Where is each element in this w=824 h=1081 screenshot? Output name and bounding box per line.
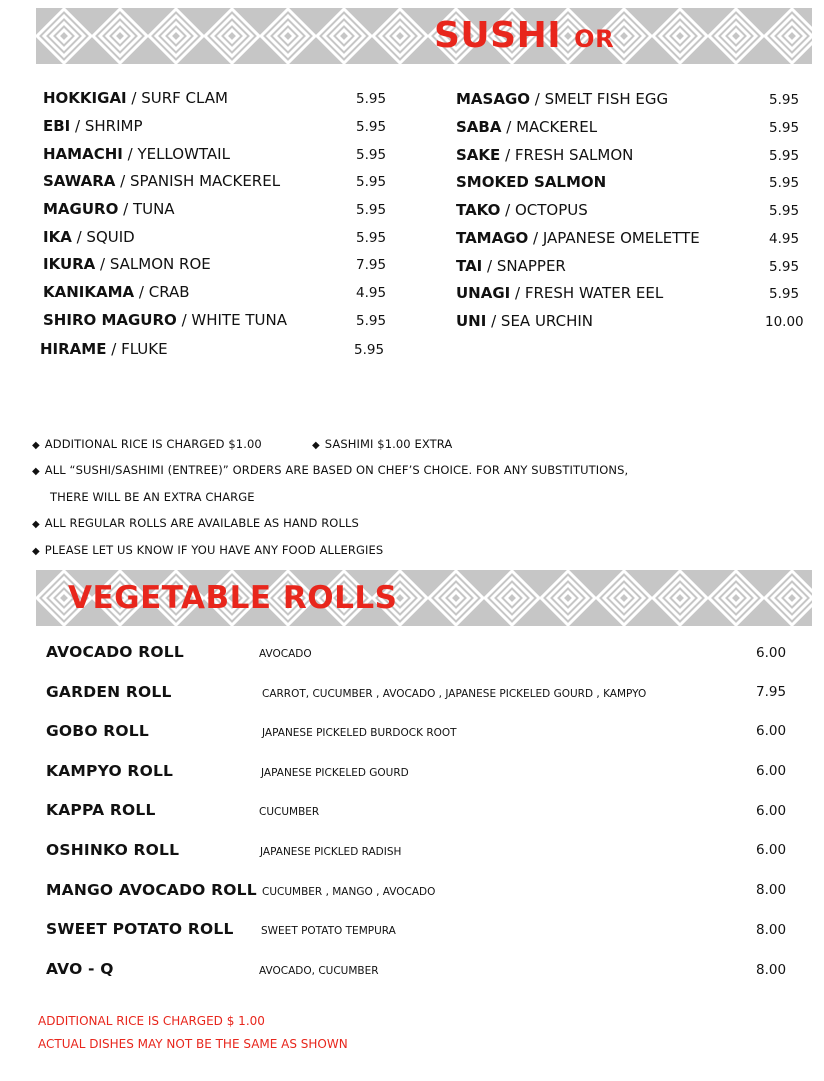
sushi-price: 5.95: [769, 92, 800, 108]
item-desc: SURF CLAM: [141, 89, 228, 107]
sushi-price: 5.95: [356, 202, 387, 218]
note-hand-rolls: [32, 516, 359, 530]
item-name: SABA: [456, 118, 502, 136]
sushi-price: 4.95: [769, 231, 800, 247]
roll-desc: SWEET POTATO TEMPURA: [261, 925, 396, 937]
note-extra-rice: [32, 437, 262, 451]
roll-desc: CARROT, CUCUMBER , AVOCADO , JAPANESE PICKELED GOURD , KAMPYO: [262, 688, 647, 700]
sushi-price: 5.95: [769, 120, 800, 136]
roll-name: SWEET POTATO ROLL: [46, 920, 234, 938]
note-chef-choice: [32, 463, 628, 477]
item-name: SMOKED SALMON: [456, 173, 607, 191]
note-text: ALL “SUSHI/SASHIMI (ENTREE)” ORDERS ARE BASED ON CHEF’S CHOICE. FOR ANY SUBSTITUTIONS,: [44, 463, 629, 477]
item-name: KANIKAMA: [43, 283, 135, 301]
sushi-price: 5.95: [356, 174, 387, 190]
diamond-bullet-icon: ◆: [32, 546, 40, 557]
sushi-item-tai: TAI / SNAPPER: [456, 257, 566, 275]
sushi-title-text: SUSHI: [434, 15, 562, 56]
item-name: HAMACHI: [43, 145, 123, 163]
roll-desc: CUCUMBER: [259, 806, 320, 818]
lattice-pattern: [36, 8, 812, 64]
item-name: TAI: [456, 257, 483, 275]
item-name: SAWARA: [43, 172, 116, 190]
item-desc: WHITE TUNA: [191, 311, 287, 329]
roll-price: 6.00: [756, 723, 787, 739]
sushi-item-shiro-maguro: SHIRO MAGURO / WHITE TUNA: [43, 311, 287, 329]
sushi-item-tako: TAKO / OCTOPUS: [456, 201, 588, 219]
diamond-bullet-icon: ◆: [312, 440, 320, 451]
item-name: MASAGO: [456, 90, 531, 108]
roll-desc: CUCUMBER , MANGO , AVOCADO: [262, 886, 436, 898]
sushi-price: 7.95: [356, 257, 387, 273]
item-desc: FLUKE: [121, 340, 168, 358]
roll-price: 8.00: [756, 922, 787, 938]
item-desc: SQUID: [86, 228, 135, 246]
item-desc: SMELT FISH EGG: [544, 90, 669, 108]
footer-rice-note: ADDITIONAL RICE IS CHARGED $ 1.00: [38, 1014, 265, 1028]
sushi-item-unagi: UNAGI / FRESH WATER EEL: [456, 284, 664, 302]
sushi-header-band: [36, 8, 812, 64]
roll-name: AVO - Q: [46, 960, 114, 978]
roll-name: KAMPYO ROLL: [46, 762, 174, 780]
roll-name: GARDEN ROLL: [46, 683, 172, 701]
note-text: SASHIMI $1.00 EXTRA: [324, 437, 453, 451]
sushi-item-ebi: EBI / SHRIMP: [43, 117, 143, 135]
item-name: SAKE: [456, 146, 501, 164]
sushi-price: 5.95: [354, 342, 385, 358]
sushi-item-maguro: MAGURO / TUNA: [43, 200, 175, 218]
roll-desc: JAPANESE PICKELED GOURD: [261, 767, 409, 779]
note-text: ALL REGULAR ROLLS ARE AVAILABLE AS HAND ROLLS: [44, 516, 359, 530]
roll-desc: AVOCADO: [259, 648, 312, 660]
roll-desc: AVOCADO, CUCUMBER: [259, 965, 379, 977]
roll-price: 8.00: [756, 962, 787, 978]
item-name: TAMAGO: [456, 229, 529, 247]
sushi-price: 5.95: [769, 203, 800, 219]
sushi-price: 5.95: [356, 313, 387, 329]
sushi-item-hokkigai: HOKKIGAI / SURF CLAM: [43, 89, 228, 107]
item-name: UNAGI: [456, 284, 511, 302]
item-name: TAKO: [456, 201, 501, 219]
item-desc: MACKEREL: [516, 118, 598, 136]
roll-name: OSHINKO ROLL: [46, 841, 180, 859]
roll-desc: JAPANESE PICKELED BURDOCK ROOT: [262, 727, 457, 739]
item-desc: JAPANESE OMELETTE: [542, 229, 700, 247]
sushi-item-tamago: TAMAGO / JAPANESE OMELETTE: [456, 229, 700, 247]
diamond-bullet-icon: ◆: [32, 440, 40, 451]
roll-price: 6.00: [756, 842, 787, 858]
vegetable-rolls-title: VEGETABLE ROLLS: [68, 580, 398, 616]
sushi-price: 5.95: [356, 119, 387, 135]
roll-price: 6.00: [756, 645, 787, 661]
item-desc: SPANISH MACKEREL: [129, 172, 281, 190]
roll-name: AVOCADO ROLL: [46, 643, 184, 661]
sushi-price: 5.95: [356, 147, 387, 163]
item-desc: FRESH SALMON: [514, 146, 634, 164]
note-text: ADDITIONAL RICE IS CHARGED $1.00: [44, 437, 262, 451]
item-desc: CRAB: [148, 283, 190, 301]
item-desc: TUNA: [132, 200, 175, 218]
item-name: IKA: [43, 228, 72, 246]
note-text: PLEASE LET US KNOW IF YOU HAVE ANY FOOD ALLERGIES: [44, 543, 384, 557]
sushi-item-hirame: HIRAME / FLUKE: [40, 340, 168, 358]
item-name: IKURA: [43, 255, 96, 273]
item-desc: SNAPPER: [496, 257, 566, 275]
roll-name: KAPPA ROLL: [46, 801, 156, 819]
sushi-item-masago: MASAGO / SMELT FISH EGG: [456, 90, 669, 108]
sushi-item-hamachi: HAMACHI / YELLOWTAIL: [43, 145, 230, 163]
roll-name: MANGO AVOCADO ROLL: [46, 881, 257, 899]
note-sashimi-extra: [312, 437, 452, 451]
item-name: MAGURO: [43, 200, 119, 218]
note-allergies: [32, 543, 383, 557]
sushi-price: 4.95: [356, 285, 387, 301]
vegetable-rolls-header-band: [36, 570, 812, 626]
roll-name: GOBO ROLL: [46, 722, 149, 740]
sushi-price: 5.95: [769, 259, 800, 275]
sushi-item-sake: SAKE / FRESH SALMON: [456, 146, 634, 164]
sushi-price: 5.95: [769, 175, 800, 191]
roll-price: 6.00: [756, 803, 787, 819]
item-desc: SEA URCHIN: [500, 312, 594, 330]
item-name: HOKKIGAI: [43, 89, 127, 107]
sushi-price: 5.95: [769, 148, 800, 164]
sushi-item-saba: SABA / MACKEREL: [456, 118, 598, 136]
sushi-price: 5.95: [769, 286, 800, 302]
note-chef-choice-continued: THERE WILL BE AN EXTRA CHARGE: [50, 490, 255, 504]
sushi-item-kanikama: KANIKAMA / CRAB: [43, 283, 190, 301]
diamond-bullet-icon: ◆: [32, 466, 40, 477]
item-name: SHIRO MAGURO: [43, 311, 177, 329]
sushi-price: 5.95: [356, 230, 387, 246]
roll-price: 8.00: [756, 882, 787, 898]
sushi-item-ika: IKA / SQUID: [43, 228, 135, 246]
item-desc: SHRIMP: [84, 117, 143, 135]
footer-disclaimer: ACTUAL DISHES MAY NOT BE THE SAME AS SHOWN: [38, 1037, 348, 1051]
item-desc: FRESH WATER EEL: [524, 284, 664, 302]
sushi-title-suffix: OR: [574, 25, 615, 53]
roll-price: 6.00: [756, 763, 787, 779]
item-name: EBI: [43, 117, 71, 135]
item-desc: OCTOPUS: [514, 201, 588, 219]
sushi-section-title: [434, 8, 614, 64]
item-name: UNI: [456, 312, 487, 330]
sushi-item-sawara: SAWARA / SPANISH MACKEREL: [43, 172, 281, 190]
sushi-price: 10.00: [765, 314, 804, 330]
item-desc: SALMON ROE: [109, 255, 211, 273]
sushi-price: 5.95: [356, 91, 387, 107]
roll-price: 7.95: [756, 684, 787, 700]
sushi-item-uni: UNI / SEA URCHIN: [456, 312, 594, 330]
diamond-bullet-icon: ◆: [32, 519, 40, 530]
sushi-item-ikura: IKURA / SALMON ROE: [43, 255, 211, 273]
roll-desc: JAPANESE PICKLED RADISH: [260, 846, 402, 858]
sushi-item-smoked-salmon: [456, 173, 606, 191]
item-name: HIRAME: [40, 340, 107, 358]
item-desc: YELLOWTAIL: [137, 145, 230, 163]
